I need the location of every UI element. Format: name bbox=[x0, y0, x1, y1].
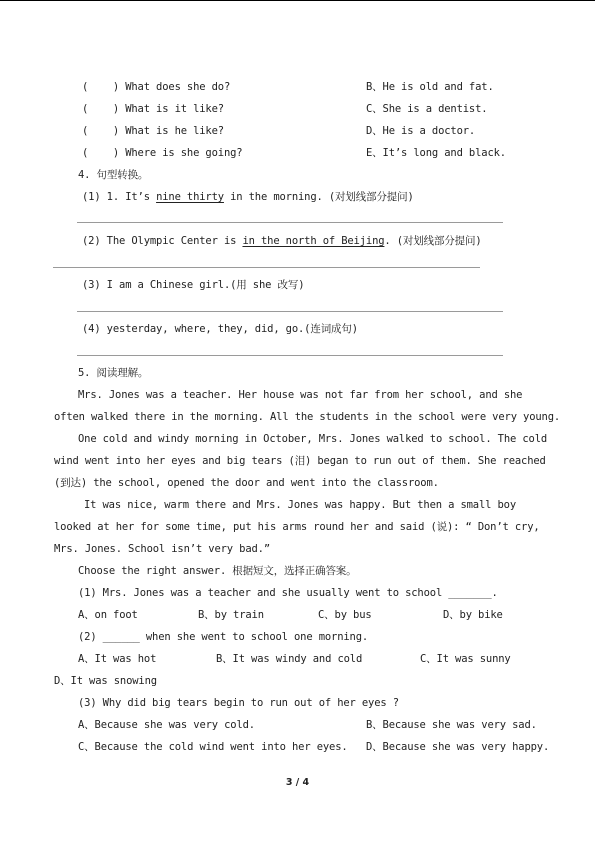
option-c: C、It was sunny bbox=[420, 653, 511, 665]
option-d: D、by bike bbox=[443, 609, 503, 621]
passage-line: It was nice, warm there and Mrs. Jones was happy. But then a small boy bbox=[84, 499, 517, 511]
passage-line: (到达) the school, opened the door and went into the classroom. bbox=[54, 477, 439, 489]
transform-item-1: (1) 1. It’s nine thirty in the morning. (对划线部分提问) bbox=[82, 191, 414, 203]
option-a: A、Because she was very cold. bbox=[78, 719, 255, 731]
answer-line bbox=[77, 222, 503, 223]
match-answer-c: C、She is a dentist. bbox=[366, 103, 488, 115]
underlined-phrase: in the north of Beijing bbox=[242, 235, 385, 247]
match-answer-b: B、He is old and fat. bbox=[366, 81, 494, 93]
match-question-2: ( ) What is it like? bbox=[82, 103, 224, 115]
passage-line: looked at her for some time, put his arms round her and said (说): “ Don’t cry, bbox=[54, 521, 540, 533]
option-c: C、by bus bbox=[318, 609, 372, 621]
transform-item-4: (4) yesterday, where, they, did, go.(连词成句) bbox=[82, 323, 358, 335]
reading-instruction: Choose the right answer. 根据短文，选择正确答案。 bbox=[78, 565, 357, 577]
match-question-4: ( ) Where is she going? bbox=[82, 147, 243, 159]
option-d: D、Because she was very happy. bbox=[366, 741, 550, 753]
option-d: D、It was snowing bbox=[54, 675, 157, 687]
passage-line: wind went into her eyes and big tears (泪) began to run out of them. She reached bbox=[54, 455, 546, 467]
transform-item-3: (3) I am a Chinese girl.(用 she 改写) bbox=[82, 279, 305, 291]
reading-question-3: (3) Why did big tears begin to run out of her eyes ? bbox=[78, 697, 399, 709]
passage-line: often walked there in the morning. All the students in the school were very young. bbox=[54, 411, 561, 423]
answer-line bbox=[77, 311, 503, 312]
match-answer-e: E、It’s long and black. bbox=[366, 147, 506, 159]
transform-item-2: (2) The Olympic Center is in the north of Beijing. (对划线部分提问) bbox=[82, 235, 482, 247]
reading-question-2: (2) ______ when she went to school one morning. bbox=[78, 631, 369, 643]
option-b: B、Because she was very sad. bbox=[366, 719, 537, 731]
match-question-3: ( ) What is he like? bbox=[82, 125, 224, 137]
underlined-phrase: nine thirty bbox=[156, 191, 224, 203]
option-b: B、It was windy and cold bbox=[216, 653, 363, 665]
page-number: 3 / 4 bbox=[285, 777, 310, 788]
match-answer-d: D、He is a doctor. bbox=[366, 125, 476, 137]
section-5-title: 5. 阅读理解。 bbox=[78, 367, 149, 379]
answer-line bbox=[53, 267, 480, 268]
answer-line bbox=[77, 355, 503, 356]
option-c: C、Because the cold wind went into her eyes. bbox=[78, 741, 348, 753]
option-a: A、on foot bbox=[78, 609, 138, 621]
reading-question-1: (1) Mrs. Jones was a teacher and she usually went to school _______. bbox=[78, 587, 498, 599]
passage-line: Mrs. Jones. School isn’t very bad.” bbox=[54, 543, 271, 555]
passage-line: Mrs. Jones was a teacher. Her house was not far from her school, and she bbox=[78, 389, 523, 401]
section-4-title: 4. 句型转换。 bbox=[78, 169, 149, 181]
passage-line: One cold and windy morning in October, Mrs. Jones walked to school. The cold bbox=[78, 433, 548, 445]
page-top-border bbox=[0, 0, 595, 1]
option-a: A、It was hot bbox=[78, 653, 157, 665]
match-question-1: ( ) What does she do? bbox=[82, 81, 231, 93]
option-b: B、by train bbox=[198, 609, 264, 621]
